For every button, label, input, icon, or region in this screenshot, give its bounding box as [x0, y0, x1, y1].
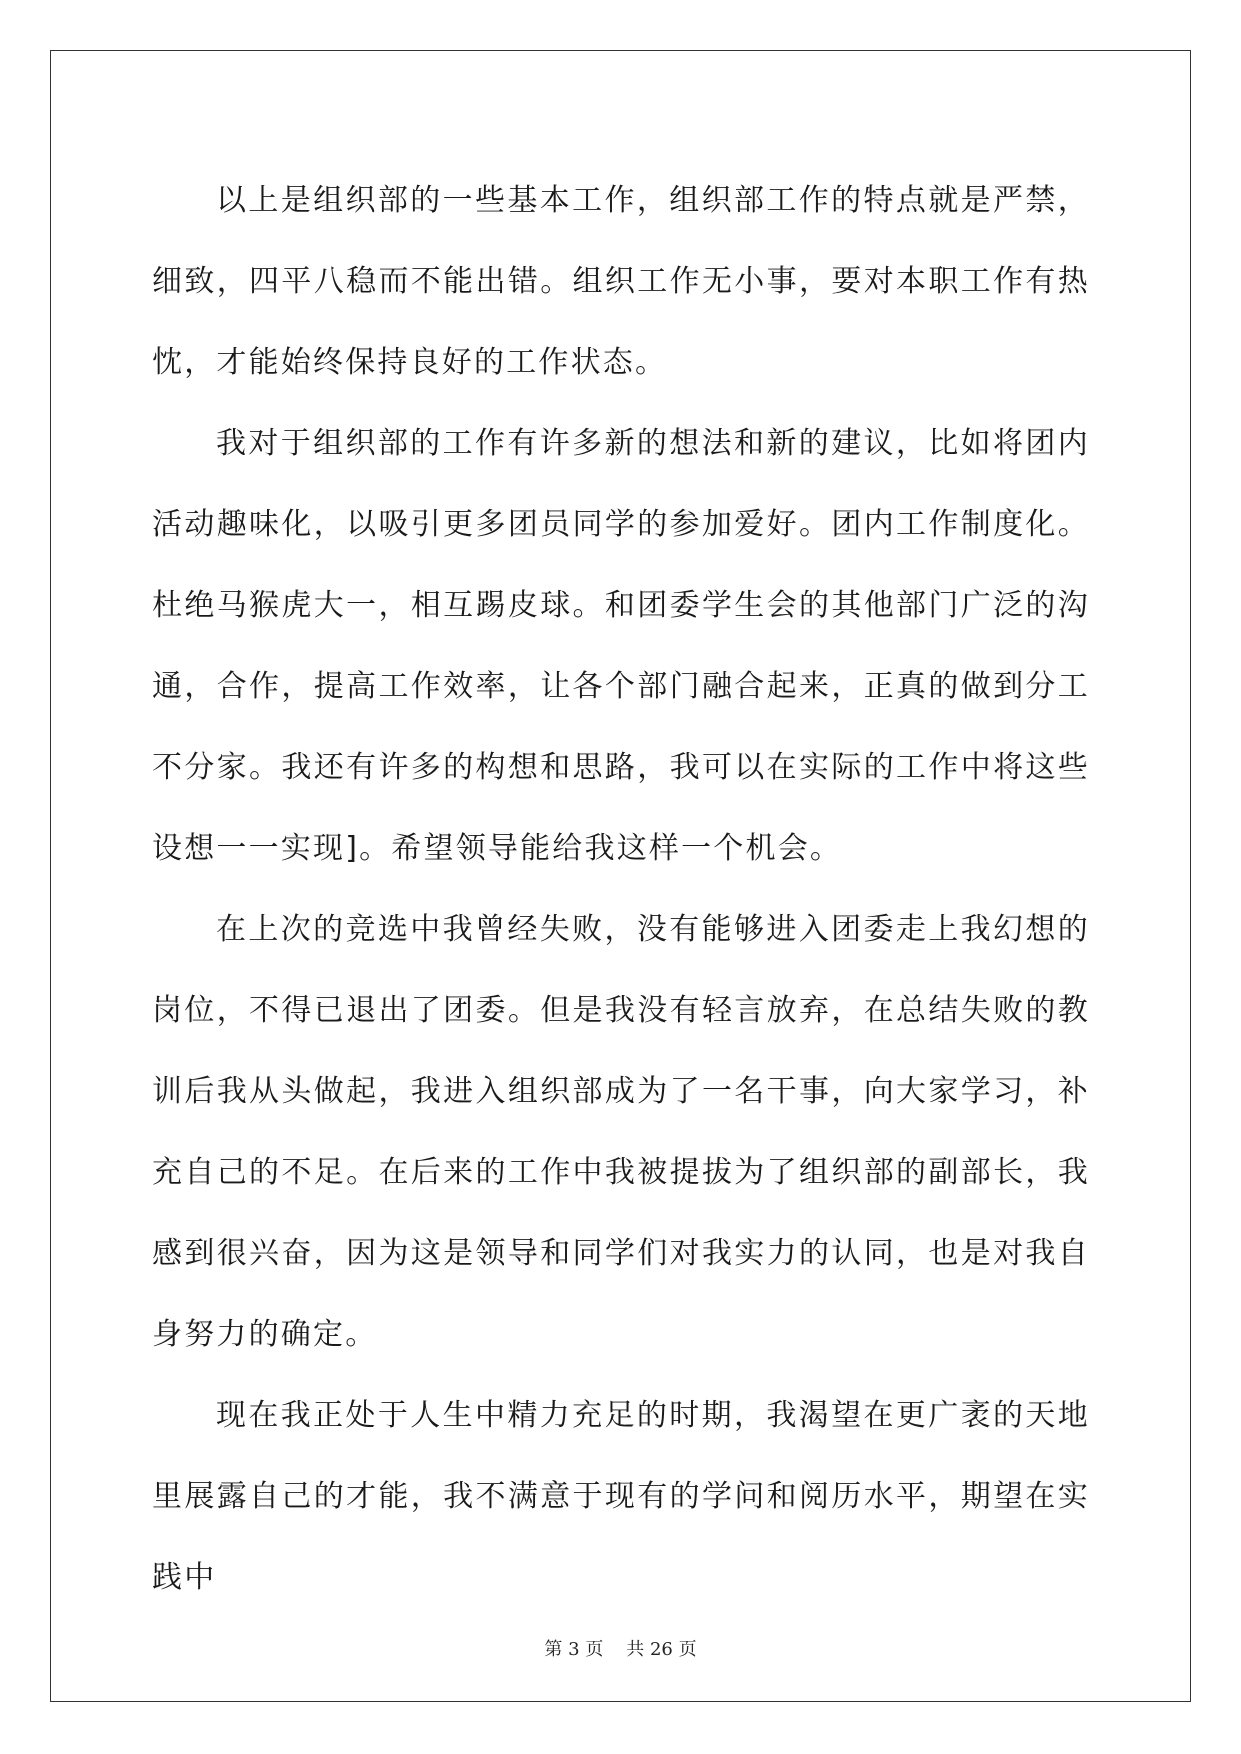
- paragraph-4: 现在我正处于人生中精力充足的时期，我渴望在更广袤的天地里展露自己的才能，我不满意于现有的学问和阅历水平，期望在实践中: [152, 1398, 1090, 1595]
- page-number: 第 3 页: [544, 1639, 604, 1660]
- paragraph-1: 以上是组织部的一些基本工作，组织部工作的特点就是严禁，细致，四平八稳而不能出错。组织工作无小事，要对本职工作有热忱，才能始终保持良好的工作状态。: [152, 183, 1090, 380]
- page-footer: [0, 1635, 1241, 1661]
- paragraph-3: 在上次的竞选中我曾经失败，没有能够进入团委走上我幻想的岗位，不得已退出了团委。但是我没有轻言放弃，在总结失败的教训后我从头做起，我进入组织部成为了一名干事，向大家学习，补充自己的不足。在后来的工作中我被提拔为了组织部的副部长，我感到很兴奋，因为这是领导和同学们对我实力的认同，也是对我自身努力的确定。: [152, 912, 1090, 1352]
- document-body: [152, 160, 1090, 1618]
- page-total: 共 26 页: [626, 1639, 697, 1660]
- paragraph-2: 我对于组织部的工作有许多新的想法和新的建议，比如将团内活动趣味化，以吸引更多团员同学的参加爱好。团内工作制度化。杜绝马猴虎大一，相互踢皮球。和团委学生会的其他部门广泛的沟通，合作，提高工作效率，让各个部门融合起来，正真的做到分工不分家。我还有许多的构想和思路，我可以在实际的工作中将这些设想一一实现]。希望领导能给我这样一个机会。: [152, 426, 1090, 866]
